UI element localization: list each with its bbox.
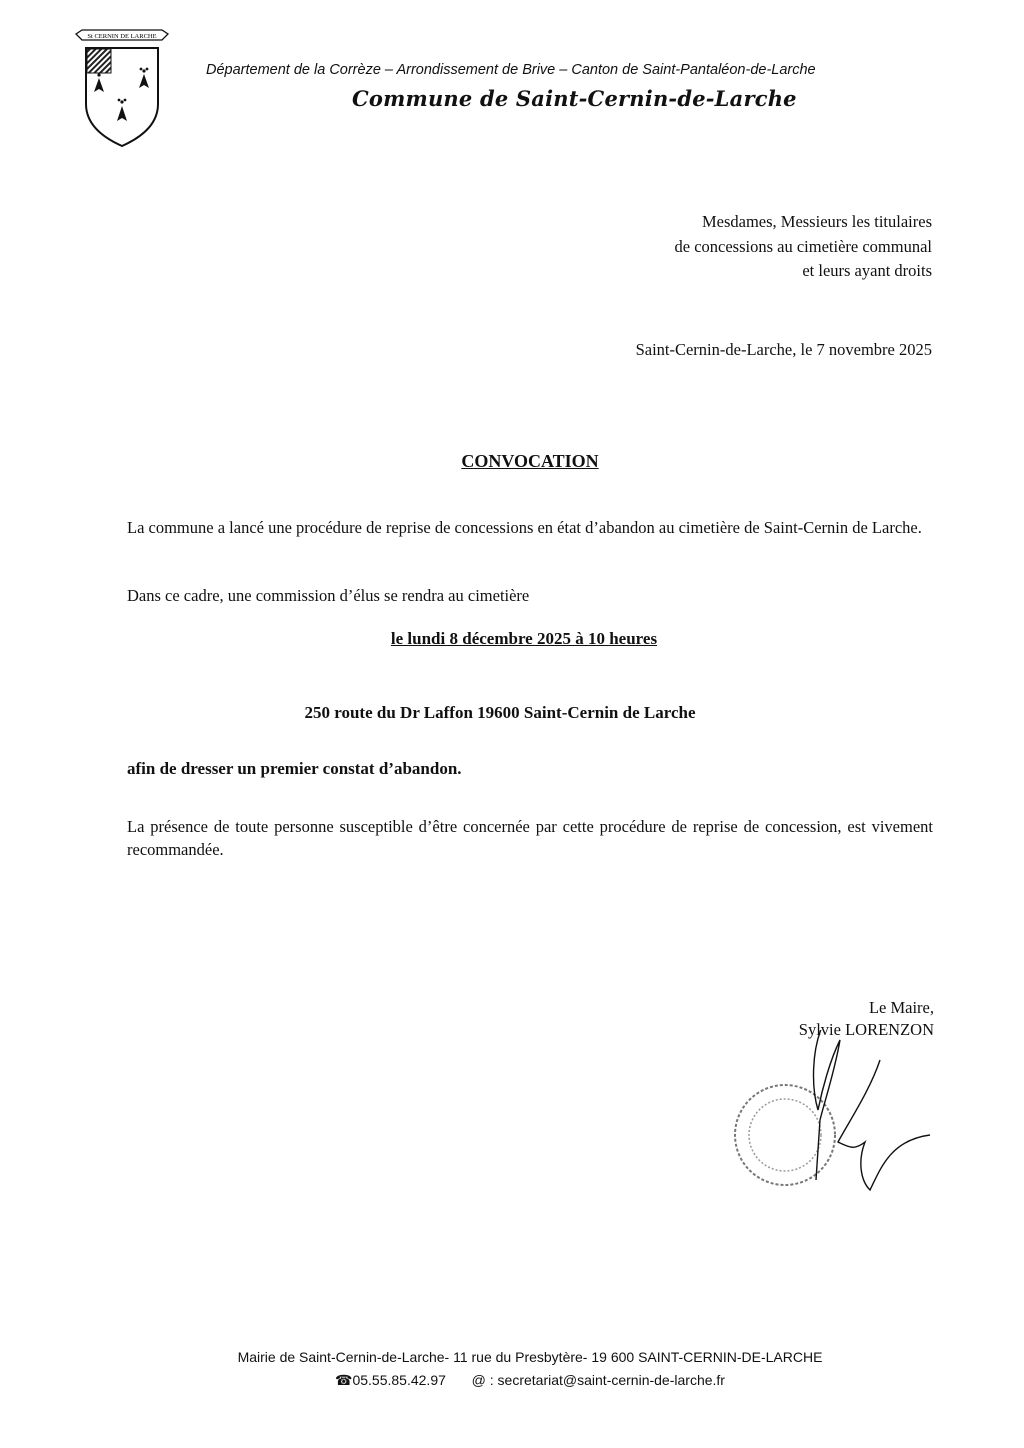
footer-contact — [0, 1372, 1024, 1389]
signatory-name: Sylvie LORENZON — [798, 1020, 934, 1039]
meeting-datetime — [0, 629, 1024, 649]
addressee-line: Mesdames, Messieurs les titulaires — [701, 212, 932, 231]
footer-email: @ : secretariat@saint-cernin-de-larche.fr — [471, 1372, 725, 1388]
paragraph-commission: Dans ce cadre, une commission d’élus se rendra au cimetière — [127, 586, 530, 605]
footer-address: Mairie de Saint-Cernin-de-Larche- 11 rue du Presbytère- 19 600 SAINT-CERNIN-DE-LARCHE — [237, 1349, 823, 1365]
signatory-role: Le Maire, — [868, 998, 934, 1017]
svg-text:St CERNIN DE LARCHE: St CERNIN DE LARCHE — [87, 33, 157, 40]
footer-phone: 05.55.85.42.97 — [352, 1372, 446, 1388]
coat-of-arms-logo — [72, 26, 172, 150]
meeting-address: 250 route du Dr Laffon 19600 Saint-Cernin de Larche — [304, 703, 696, 722]
paragraph-procedure: La commune a lancé une procédure de reprise de concessions en état d’abandon au cimetière de Saint-Cernin de Larche. — [127, 518, 922, 537]
meeting-datetime-text: le lundi 8 décembre 2025 à 10 heures — [390, 629, 658, 648]
commune-name: Commune de Saint-Cernin-de-Larche — [352, 86, 797, 111]
addressee-line: de concessions au cimetière communal — [674, 236, 932, 256]
meeting-purpose: afin de dresser un premier constat d’abandon. — [127, 759, 462, 778]
paragraph-recommendation: La présence de toute personne susceptible d’être concernée par cette procédure de reprise de concession, est vivement recommandée. — [127, 817, 933, 859]
document-title: CONVOCATION — [461, 451, 599, 471]
date-line: Saint-Cernin-de-Larche, le 7 novembre 2025 — [635, 340, 932, 359]
addressee-line: et leurs ayant droits — [802, 261, 932, 280]
department-line: Département de la Corrèze – Arrondissement de Brive – Canton de Saint-Pantaléon-de-Larche — [206, 62, 816, 78]
phone-icon: ☎ — [335, 1372, 353, 1388]
addressee-block — [675, 210, 933, 284]
official-stamp-and-signature — [730, 1030, 950, 1200]
